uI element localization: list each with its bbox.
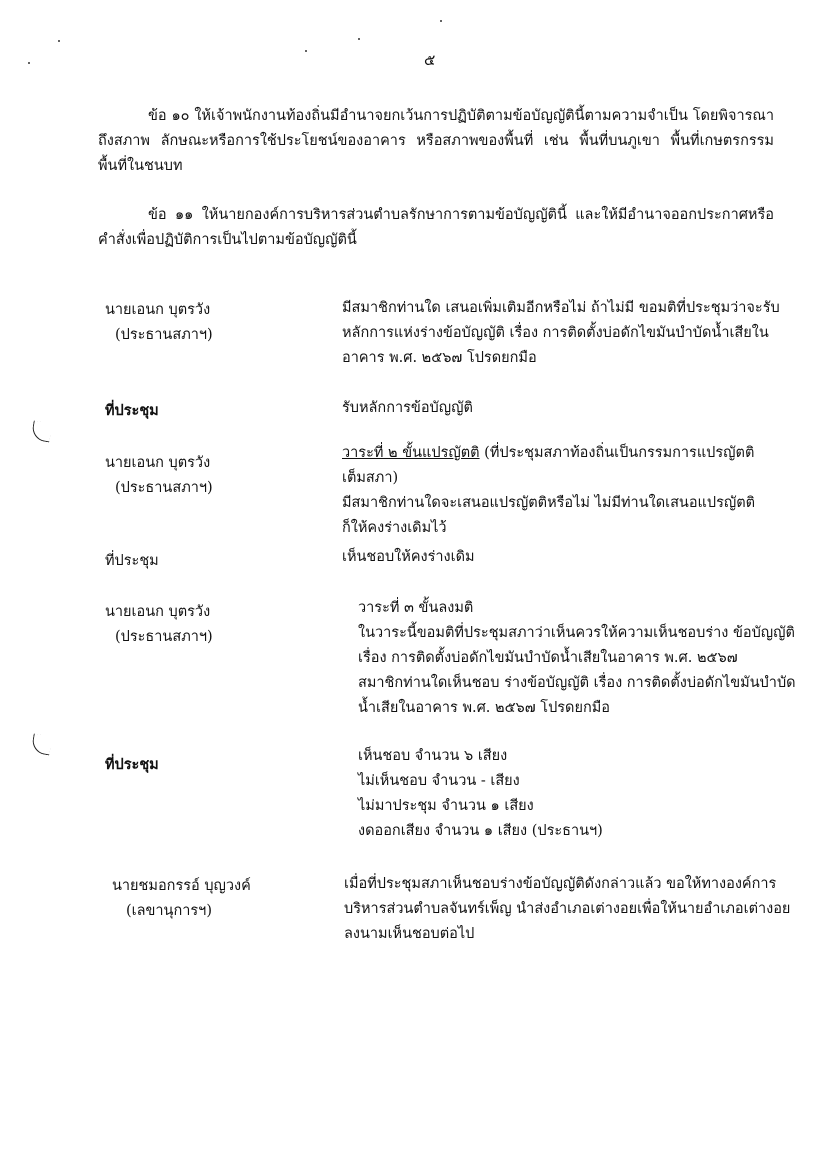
speaker-block bbox=[105, 451, 213, 501]
speech-line: มีสมาชิกท่านใด เสนอเพิ่มเติมอีกหรือไม่ ถ้าไม่มี ขอมติที่ประชุมว่าจะรับ bbox=[342, 300, 780, 316]
speech-line: รับหลักการข้อบัญญัติ bbox=[342, 400, 473, 416]
scan-speck bbox=[58, 40, 60, 42]
speech-line: วาระที่ ๓ ขั้นลงมติ bbox=[358, 600, 474, 616]
speaker-name: นายเอนก บุตรวัง bbox=[105, 302, 211, 318]
clause-10: ข้อ ๑๐ ให้เจ้าพนักงานท้องถิ่นมีอำนาจยกเว้นการปฏิบัติตามข้อบัญญัตินี้ตามความจำเป็น โดยพิจารณาถึงสภาพ ลักษณะหรือการใช้ประโยชน์ของอาคาร หรือสภาพของพื้นที่ เช่น พื้นที่บนภูเขา พื้นที่เกษตรกรรม พื้นที่ในชนบท bbox=[98, 108, 774, 174]
speaker-name: นายชมอกรรอ์ บุญวงค์ bbox=[112, 878, 251, 894]
scan-speck bbox=[358, 38, 360, 40]
speaker-name: ที่ประชุม bbox=[105, 402, 159, 419]
vote-results bbox=[358, 744, 798, 844]
speech-line: เห็นชอบให้คงร่างเดิม bbox=[342, 549, 475, 565]
speech-line: เมื่อที่ประชุมสภาเห็นชอบร่างข้อบัญญัติดังกล่าวแล้ว ขอให้ทางองค์การ bbox=[344, 876, 777, 892]
speaker-block bbox=[112, 874, 251, 924]
agenda-heading: วาระที่ ๒ ขั้นแปรญัตติ bbox=[342, 445, 480, 461]
pen-mark bbox=[30, 420, 52, 442]
speaker-role: (เลขานุการฯ) bbox=[126, 903, 212, 919]
vote-line: ไม่มาประชุม จำนวน ๑ เสียง bbox=[358, 798, 534, 814]
speech-text bbox=[342, 545, 782, 570]
speaker-block bbox=[105, 752, 159, 777]
speaker-block bbox=[105, 398, 159, 423]
speaker-name: นายเอนก บุตรวัง bbox=[105, 604, 211, 620]
speech-line: ก็ให้คงร่างเดิมไว้ bbox=[342, 520, 447, 536]
speech-text bbox=[342, 296, 782, 371]
speech-line: หลักการแห่งร่างข้อบัญญัติ เรื่อง การติดตั้งบ่อดักไขมันบำบัดน้ำเสียใน bbox=[342, 325, 769, 341]
speech-line: สมาชิกท่านใดเห็นชอบ ร่างข้อบัญญัติ เรื่อง การติดตั้งบ่อดักไขมันบำบัด bbox=[358, 675, 796, 691]
agenda-heading-line bbox=[342, 441, 782, 466]
speech-line: มีสมาชิกท่านใดจะเสนอแปรญัตติหรือไม่ ไม่มีท่านใดเสนอแปรญัตติ bbox=[342, 495, 756, 511]
speech-line: ในวาระนี้ขอมติที่ประชุมสภาว่าเห็นควรให้ความเห็นชอบร่าง ข้อบัญญัติ bbox=[358, 625, 795, 641]
scan-speck bbox=[305, 50, 307, 52]
speaker-block bbox=[105, 549, 159, 574]
speech-line: เรื่อง การติดตั้งบ่อดักไขมันบำบัดน้ำเสียในอาคาร พ.ศ. ๒๕๖๗ bbox=[358, 650, 738, 666]
speaker-role: (ประธานสภาฯ) bbox=[115, 327, 213, 343]
clause-11: ข้อ ๑๑ ให้นายกองค์การบริหารส่วนตำบลรักษาการตามข้อบัญญัตินี้ และให้มีอำนาจออกประกาศหรือคำสั่งเพื่อปฏิบัติการเป็นไปตามข้อบัญญัตินี้ bbox=[98, 207, 774, 248]
speech-text bbox=[358, 596, 798, 721]
pen-mark bbox=[30, 733, 52, 755]
scan-speck bbox=[28, 62, 30, 64]
speech-text bbox=[342, 396, 782, 421]
scan-speck bbox=[440, 20, 442, 22]
speech-text bbox=[342, 441, 782, 541]
speech-text bbox=[344, 872, 791, 947]
speaker-name: ที่ประชุม bbox=[105, 553, 159, 569]
speaker-role: (ประธานสภาฯ) bbox=[115, 629, 213, 645]
vote-line: เห็นชอบ จำนวน ๖ เสียง bbox=[358, 748, 508, 764]
speech-line: ลงนามเห็นชอบต่อไป bbox=[344, 926, 475, 942]
speech-line: บริหารส่วนตำบลจันทร์เพ็ญ นำส่งอำเภอเต่างอยเพื่อให้นายอำเภอเต่างอย bbox=[344, 901, 791, 917]
vote-line: งดออกเสียง จำนวน ๑ เสียง (ประธานฯ) bbox=[358, 823, 603, 839]
speaker-role: (ประธานสภาฯ) bbox=[115, 480, 213, 496]
speaker-block bbox=[105, 298, 213, 348]
vote-line: ไม่เห็นชอบ จำนวน - เสียง bbox=[358, 773, 520, 789]
speech-line: อาคาร พ.ศ. ๒๕๖๗ โปรดยกมือ bbox=[342, 350, 537, 366]
page-number: ๕ bbox=[424, 51, 436, 69]
speaker-name: นายเอนก บุตรวัง bbox=[105, 455, 211, 471]
speech-line: น้ำเสียในอาคาร พ.ศ. ๒๕๖๗ โปรดยกมือ bbox=[358, 700, 611, 716]
speaker-block bbox=[105, 600, 213, 650]
speaker-name: ที่ประชุม bbox=[105, 756, 159, 773]
speech-line: เต็มสภา) bbox=[342, 470, 399, 486]
agenda-heading-note: (ที่ประชุมสภาท้องถิ่นเป็นกรรมการแปรญัตติ bbox=[479, 445, 755, 461]
